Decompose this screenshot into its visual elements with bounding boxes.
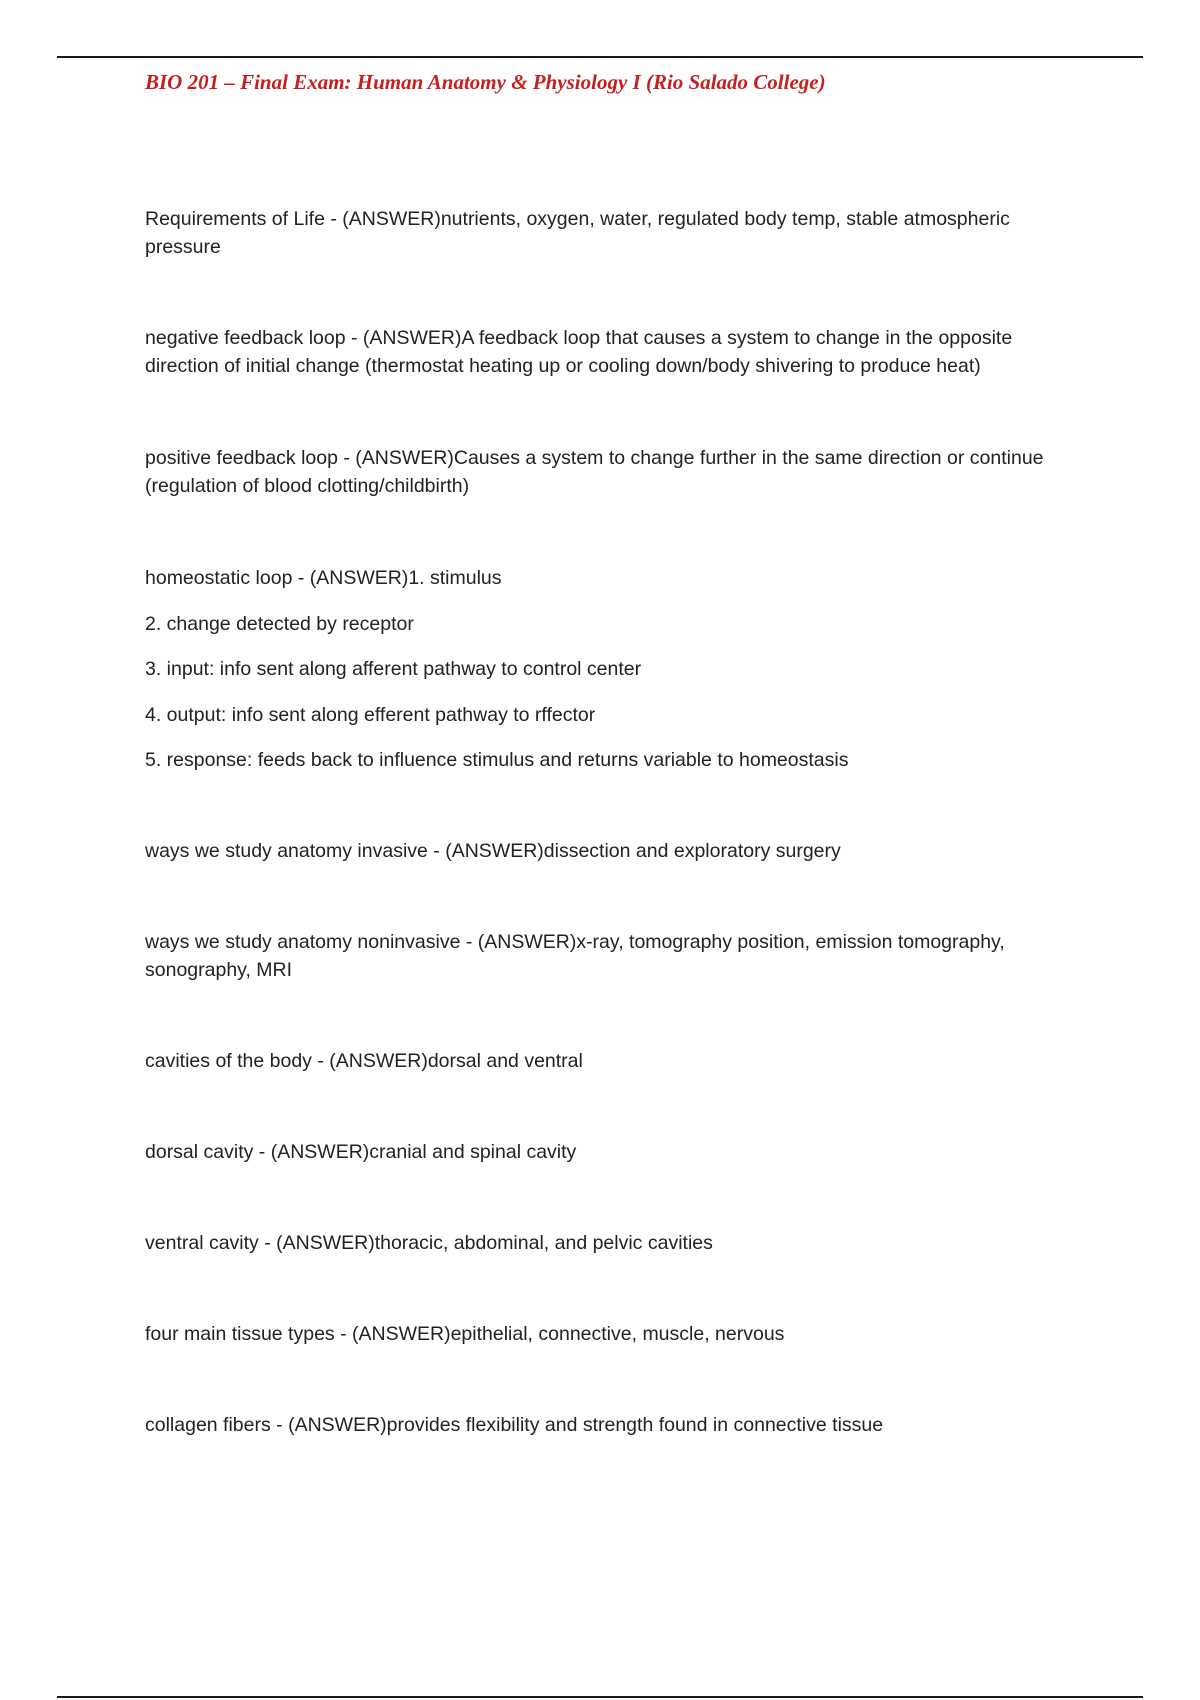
qa-entry-line: negative feedback loop - (ANSWER)A feedback loop that causes a system to change in the opposite bbox=[145, 327, 1013, 349]
homeostatic-loop-step bbox=[145, 610, 1085, 638]
qa-entry-line: four main tissue types - (ANSWER)epithelial, connective, muscle, nervous bbox=[145, 1323, 785, 1345]
qa-entry-line: ways we study anatomy invasive - (ANSWER)dissection and exploratory surgery bbox=[145, 840, 841, 862]
homeostatic-loop-step bbox=[145, 655, 1085, 683]
qa-entry-anatomy-noninvasive bbox=[145, 928, 1085, 984]
qa-entry-line: dorsal cavity - (ANSWER)cranial and spinal cavity bbox=[145, 1141, 577, 1163]
document-header-title: BIO 201 – Final Exam: Human Anatomy & Physiology I (Rio Salado College) bbox=[145, 70, 826, 94]
qa-entry-line: ways we study anatomy noninvasive - (ANSWER)x-ray, tomography position, emission tomography, bbox=[145, 931, 1005, 953]
qa-entry-tissue-types bbox=[145, 1320, 1085, 1348]
qa-entry-negative-feedback-loop bbox=[145, 324, 1085, 380]
bottom-divider bbox=[57, 1696, 1143, 1698]
qa-entry-line: collagen fibers - (ANSWER)provides flexibility and strength found in connective tissue bbox=[145, 1414, 884, 1436]
qa-entry-collagen-fibers bbox=[145, 1411, 1085, 1439]
qa-entry-ventral-cavity bbox=[145, 1229, 1085, 1257]
qa-entry-homeostatic-loop bbox=[145, 564, 1085, 592]
qa-entry-line: ventral cavity - (ANSWER)thoracic, abdominal, and pelvic cavities bbox=[145, 1232, 713, 1254]
qa-entry-line: pressure bbox=[145, 236, 221, 258]
qa-entry-body-cavities bbox=[145, 1047, 1085, 1075]
qa-entry-line: 4. output: info sent along efferent pathway to rffector bbox=[145, 704, 596, 726]
qa-entry-dorsal-cavity bbox=[145, 1138, 1085, 1166]
qa-entry-line: 3. input: info sent along afferent pathway to control center bbox=[145, 658, 642, 680]
top-divider bbox=[57, 56, 1143, 58]
qa-entry-line: sonography, MRI bbox=[145, 959, 293, 981]
homeostatic-loop-step bbox=[145, 701, 1085, 729]
qa-entry-line: cavities of the body - (ANSWER)dorsal and ventral bbox=[145, 1050, 583, 1072]
qa-entry-positive-feedback-loop bbox=[145, 444, 1085, 500]
qa-entry-line: 5. response: feeds back to influence stimulus and returns variable to homeostasis bbox=[145, 749, 849, 771]
qa-entry-requirements-of-life bbox=[145, 205, 1085, 261]
qa-entry-line: (regulation of blood clotting/childbirth) bbox=[145, 475, 470, 497]
qa-entry-line: homeostatic loop - (ANSWER)1. stimulus bbox=[145, 567, 502, 589]
qa-entry-anatomy-invasive bbox=[145, 837, 1085, 865]
qa-entry-line: 2. change detected by receptor bbox=[145, 613, 414, 635]
qa-entry-line: direction of initial change (thermostat heating up or cooling down/body shivering to produce heat) bbox=[145, 355, 981, 377]
qa-entry-line: positive feedback loop - (ANSWER)Causes a system to change further in the same direction or continue bbox=[145, 447, 1044, 469]
homeostatic-loop-step bbox=[145, 746, 1085, 774]
qa-entry-line: Requirements of Life - (ANSWER)nutrients, oxygen, water, regulated body temp, stable atmospheric bbox=[145, 208, 1010, 230]
